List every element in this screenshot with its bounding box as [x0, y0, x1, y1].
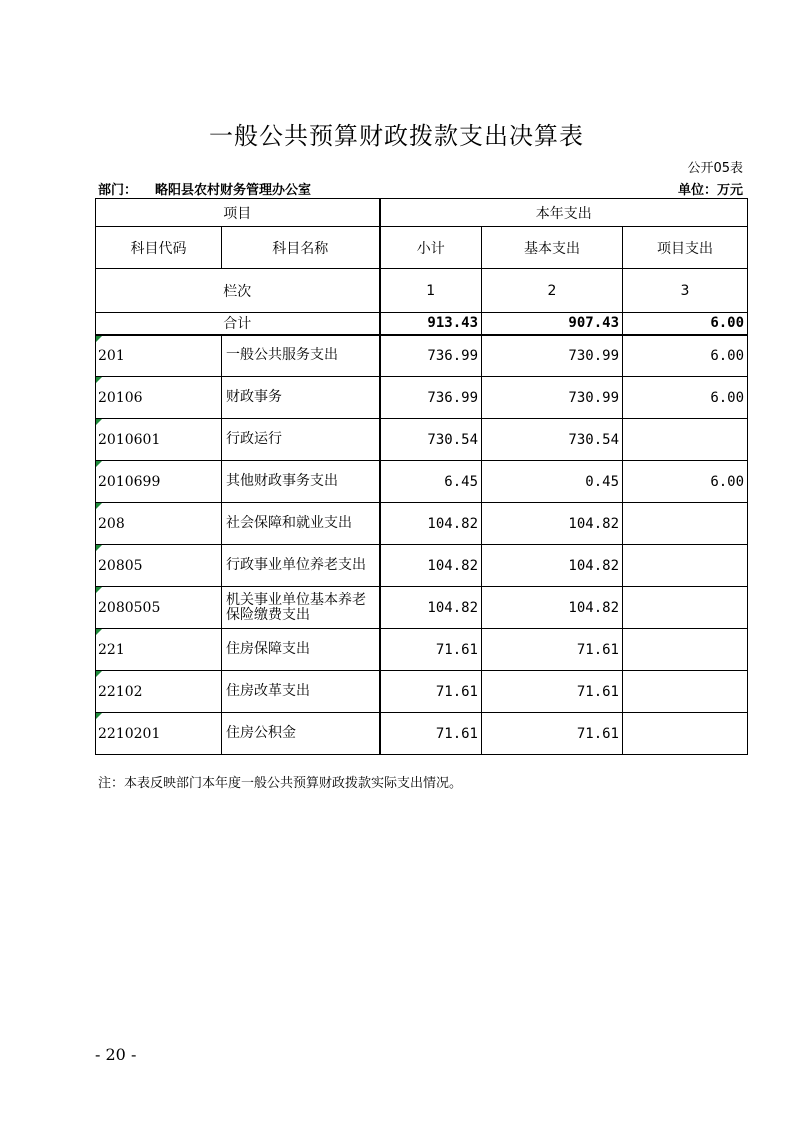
row-basic: 0.45 [482, 461, 623, 503]
row-subtotal: 71.61 [380, 713, 482, 755]
table-note: 注：本表反映部门本年度一般公共预算财政拨款实际支出情况。 [98, 776, 463, 791]
row-project: 6.00 [623, 377, 748, 419]
row-project [623, 671, 748, 713]
row-name: 其他财政事务支出 [222, 461, 380, 503]
page-number: - 20 - [95, 1045, 137, 1064]
header-current-year: 本年支出 [380, 199, 748, 227]
row-subtotal: 730.54 [380, 419, 482, 461]
table-row [96, 587, 748, 629]
row-subtotal: 736.99 [380, 335, 482, 377]
row-project [623, 545, 748, 587]
column-index-3: 3 [623, 269, 748, 313]
row-basic: 71.61 [482, 629, 623, 671]
table-row [96, 419, 748, 461]
row-subtotal: 6.45 [380, 461, 482, 503]
header-name: 科目名称 [222, 227, 380, 269]
green-triangle-icon [96, 336, 102, 342]
green-triangle-icon [96, 545, 102, 551]
green-triangle-icon [96, 587, 102, 593]
row-subtotal: 104.82 [380, 545, 482, 587]
row-basic: 104.82 [482, 503, 623, 545]
column-index-row [96, 269, 748, 313]
row-code-cell [96, 419, 222, 461]
row-project [623, 713, 748, 755]
header-row-1 [96, 199, 748, 227]
row-project [623, 419, 748, 461]
header-code: 科目代码 [96, 227, 222, 269]
row-code-cell [96, 629, 222, 671]
expenditure-table [95, 198, 748, 755]
green-triangle-icon [96, 671, 102, 677]
row-code-cell [96, 377, 222, 419]
row-code: 20805 [98, 557, 143, 574]
header-project: 项目支出 [623, 227, 748, 269]
table-row [96, 377, 748, 419]
row-code: 2010699 [98, 473, 161, 490]
table-row [96, 713, 748, 755]
row-basic: 71.61 [482, 671, 623, 713]
header-subtotal: 小计 [380, 227, 482, 269]
row-project [623, 587, 748, 629]
table-row [96, 629, 748, 671]
green-triangle-icon [96, 377, 102, 383]
total-row [96, 313, 748, 335]
row-code-cell [96, 671, 222, 713]
row-project [623, 629, 748, 671]
row-code: 2210201 [98, 725, 161, 742]
row-project: 6.00 [623, 335, 748, 377]
row-subtotal: 104.82 [380, 503, 482, 545]
row-code-cell [96, 587, 222, 629]
row-code: 221 [98, 641, 125, 658]
row-name: 住房改革支出 [222, 671, 380, 713]
row-name: 机关事业单位基本养老保险缴费支出 [222, 587, 380, 629]
form-number: 公开05表 [687, 161, 743, 176]
page-title: 一般公共预算财政拨款支出决算表 [209, 122, 584, 150]
header-item: 项目 [96, 199, 380, 227]
unit-label: 单位：万元 [677, 183, 743, 198]
row-name: 财政事务 [222, 377, 380, 419]
green-triangle-icon [96, 629, 102, 635]
row-basic: 104.82 [482, 587, 623, 629]
row-basic: 71.61 [482, 713, 623, 755]
table-row [96, 545, 748, 587]
row-code-cell [96, 335, 222, 377]
row-project: 6.00 [623, 461, 748, 503]
row-name: 行政运行 [222, 419, 380, 461]
row-name: 住房公积金 [222, 713, 380, 755]
row-subtotal: 71.61 [380, 671, 482, 713]
row-code: 2010601 [98, 431, 161, 448]
column-index-label: 栏次 [96, 269, 380, 313]
department-label: 部门： [98, 183, 138, 198]
row-name: 社会保障和就业支出 [222, 503, 380, 545]
row-basic: 730.54 [482, 419, 623, 461]
row-code-cell [96, 713, 222, 755]
row-code: 201 [98, 347, 125, 364]
table-row [96, 461, 748, 503]
row-code-cell [96, 461, 222, 503]
row-code-cell [96, 503, 222, 545]
table-row [96, 335, 748, 377]
total-label: 合计 [96, 313, 380, 335]
row-code: 20106 [98, 389, 143, 406]
green-triangle-icon [96, 419, 102, 425]
row-code: 2080505 [98, 599, 161, 616]
green-triangle-icon [96, 503, 102, 509]
row-code-cell [96, 545, 222, 587]
row-basic: 730.99 [482, 377, 623, 419]
table-row [96, 503, 748, 545]
row-code: 208 [98, 515, 125, 532]
row-name: 一般公共服务支出 [222, 335, 380, 377]
green-triangle-icon [96, 713, 102, 719]
row-name: 行政事业单位养老支出 [222, 545, 380, 587]
row-subtotal: 736.99 [380, 377, 482, 419]
total-subtotal: 913.43 [380, 313, 482, 335]
green-triangle-icon [96, 461, 102, 467]
row-name: 住房保障支出 [222, 629, 380, 671]
header-basic: 基本支出 [482, 227, 623, 269]
total-project: 6.00 [623, 313, 748, 335]
row-basic: 730.99 [482, 335, 623, 377]
department-line [98, 179, 311, 198]
table-row [96, 671, 748, 713]
row-code: 22102 [98, 683, 143, 700]
column-index-1: 1 [380, 269, 482, 313]
row-subtotal: 71.61 [380, 629, 482, 671]
header-row-2 [96, 227, 748, 269]
column-index-2: 2 [482, 269, 623, 313]
row-project [623, 503, 748, 545]
row-basic: 104.82 [482, 545, 623, 587]
row-subtotal: 104.82 [380, 587, 482, 629]
department-name: 略阳县农村财务管理办公室 [155, 183, 312, 198]
total-basic: 907.43 [482, 313, 623, 335]
